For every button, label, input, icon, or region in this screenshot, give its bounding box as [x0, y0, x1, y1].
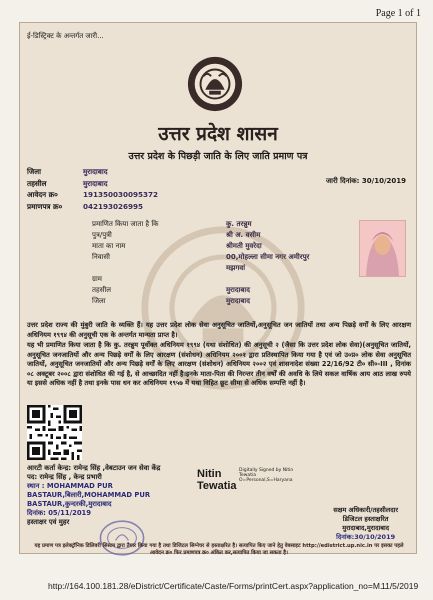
- meta-row-application-number: [27, 189, 158, 201]
- meta-value: मुरादाबाद: [83, 167, 108, 176]
- detail-row: [92, 263, 309, 274]
- document-title: उत्तर प्रदेश शासन: [158, 123, 278, 145]
- detail-key: निवासी: [92, 253, 110, 261]
- page-number-label: Page 1 of 1: [375, 8, 421, 19]
- meta-key: आवेदन क्र०: [27, 190, 58, 199]
- officer-location: मुरादाबाद,मुरादाबाद: [342, 524, 390, 532]
- digital-signature-note: [239, 468, 309, 483]
- operator-place-line2: BASTAUR,बिलारी,MOHAMMAD PUR: [27, 491, 151, 499]
- meta-value: 042193026995: [83, 201, 144, 211]
- header-note: ई-डिस्ट्रिक्ट के अन्तर्गत जारी...: [27, 32, 104, 40]
- detail-key: प्रमाणित किया जाता है कि: [92, 220, 159, 228]
- signer-first-name: Nitin: [197, 468, 222, 480]
- operator-place-line3: BASTAUR,कुन्दरकी,मुरादाबाद: [27, 500, 112, 508]
- certificate-body: [27, 321, 411, 390]
- digital-signature: [197, 468, 294, 492]
- applicant-photo: [359, 220, 406, 277]
- signature-and-seal-label: हस्ताक्षर एवं मुहर: [27, 518, 70, 526]
- print-url: http://164.100.181.28/eDistrict/Certificate/Caste/Forms/printCert.aspx?application_no=M...: [48, 581, 387, 591]
- person-photo-icon: [360, 221, 405, 276]
- detail-key: ग्राम: [92, 275, 102, 283]
- detail-row: [92, 241, 309, 252]
- detail-key: [92, 263, 226, 274]
- detail-value: कु. तरन्नुम: [226, 220, 252, 228]
- applicant-details: [92, 219, 309, 307]
- signer-last-name: Tewatia: [197, 480, 237, 492]
- meta-key: जिला: [27, 167, 41, 176]
- detail-row: [92, 285, 309, 296]
- operator-date: दिनांक: 05/11/2019: [27, 509, 92, 517]
- officer-date: दिनांक:30/10/2019: [336, 533, 396, 541]
- up-government-emblem-icon: [186, 55, 244, 113]
- detail-key: तहसील: [92, 286, 111, 294]
- detail-key: माता का नाम: [92, 242, 126, 250]
- detail-key: जिला: [92, 297, 106, 305]
- detail-row: [92, 274, 309, 285]
- verification-note: यह प्रमाण पत्र इलेक्ट्रॉनिक डिलिवरी सिस्टम द्वारा तैयार किया गया है तथा डिजिटल सिग्नेचर से हस्ताक्षरित है। सत्यापित किए जाने हेतु वेबसाइट http://edistrict.up.nic.in पर इसका पहले आवेदन क्र० फिर प्रमाणपत्र क्र० अंकित कर,सत्यापित किया जा सकता है।: [34, 543, 404, 556]
- certificate: [19, 22, 417, 554]
- detail-row: [92, 296, 309, 307]
- detail-row: [92, 230, 309, 241]
- meta-value: 191350030095372: [83, 190, 159, 199]
- officer-designation: सक्षम अधिकारी/तहसीलदार: [333, 506, 398, 514]
- qr-code-icon: [27, 405, 82, 460]
- detail-value: मझगवां: [226, 264, 246, 272]
- issue-date: जारी दिनांक: 30/10/2019: [325, 177, 406, 185]
- detail-value: मुरादाबाद: [226, 286, 250, 294]
- body-paragraph: उत्तर प्रदेश राज्य की मुंबुरी जाति के व्यक्ति हैं। यह उत्तर प्रदेश लोक सेवा अनुसूचित जातियों,अनुसूचित जन जातियों तथा अन्य पिछड़े वर्गों के लिए आरक्षण अधिनियम १९९४ की अनुसूची एक के अन्तर्गत मान्यता प्राप्त है।: [27, 321, 411, 339]
- meta-row-certificate-number: [27, 201, 158, 213]
- detail-row: [92, 219, 309, 230]
- meta-row-tehsil: [27, 178, 158, 190]
- detail-row: [92, 252, 309, 263]
- detail-value: श्रीमती मुवरेदा: [226, 242, 262, 250]
- detail-value: मुरादाबाद: [226, 297, 250, 305]
- operator-place: स्थान : MOHAMMAD PUR: [27, 482, 113, 490]
- officer-signed-label: डिजिटल हस्ताक्षरित: [342, 515, 389, 523]
- certificate-meta: [27, 166, 158, 212]
- detail-value: श्री अ. वसीम: [226, 231, 261, 239]
- body-paragraph: यह भी प्रमाणित किया जाता है कि कु. तरन्नुम पूर्वोक्त अधिनियम १९९४ (यथा संशोधित) की अनुसूची २ (जैसा कि उत्तर प्रदेश लोक सेवा)(अनुसूचित जातियों, अनुसूचित जनजातियों और अन्य पिछड़े वर्गों के लिए आरक्षण (संशोधन) अधिनियम २००१ द्वारा प्रतिस्थापित किया गया है एवं जो उ०प्र० लोक सेवा अनुसूचित जातियों, अनुसूचित जनजातियों और अन्य पिछड़े वर्गों के लिए आरक्षण (संशोधन) अधिनियम २००२ एवं शासनादेश संख्या 22/16/92 टी० सी०-III , दिनांक ०८ अक्टूबर २००८ द्वारा संशोधित की गई है, से आच्छादित नहीं है।इनके माता-पिता की निरन्तर तीन वर्षों की अवधि के लिये सकल वार्षिक आय आठ लाख रुपये या इससे अधिक नहीं है तथा इनके पास धन कर अधिनियम १९५७ में यथा विहित छूट सीमा से अधिक सम्पत्ति नहीं है।: [27, 341, 411, 387]
- document-subtitle: उत्तर प्रदेश के पिछड़ी जाति के लिए जाति प्रमाण पत्र: [128, 151, 308, 162]
- detail-key: पुत्र/पुत्री: [92, 231, 112, 239]
- digital-signature-note-line: Digitally Signed by Nitin: [239, 468, 294, 473]
- meta-key: प्रमाणपत्र क्र०: [27, 201, 63, 211]
- detail-value: 00,मोहल्ला सीमा नगर अमीरपुर: [226, 253, 310, 261]
- meta-key: तहसील: [27, 178, 47, 188]
- digital-signature-note-line: O=Personal,S=Haryana: [239, 478, 293, 483]
- print-date: 11/5/2019: [381, 581, 419, 591]
- operator-center: आरटी कर्ता केन्द्र: रामेन्द्र सिंह ,वेबटाउन जन सेवा केंद्र: [27, 464, 161, 472]
- meta-value: मुरादाबाद: [83, 178, 108, 188]
- operator-post: पद: रामेन्द्र सिंह , केन्द्र प्रभारी: [27, 473, 102, 481]
- meta-row-district: [27, 166, 158, 178]
- officer-signature-block: [333, 506, 398, 542]
- digital-signature-note-line: Tewatia: [239, 473, 256, 478]
